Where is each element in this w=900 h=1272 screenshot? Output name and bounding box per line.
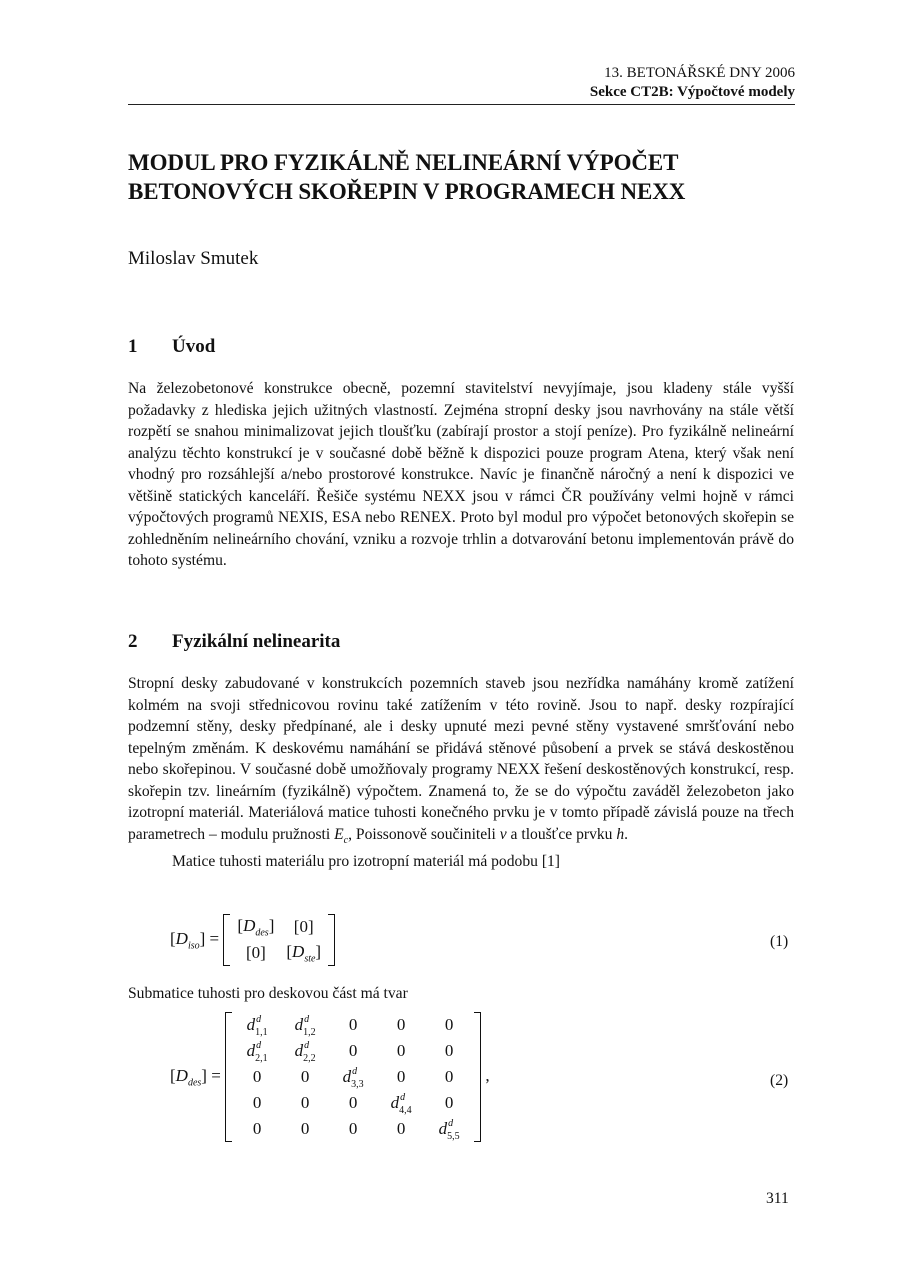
title-line-2: BETONOVÝCH SKOŘEPIN V PROGRAMECH NEXX	[128, 179, 686, 204]
equals-sign: =	[211, 1065, 221, 1085]
matrix-cell: $[D_{ste}]$	[286, 941, 322, 965]
matrix-cell: 0	[300, 1093, 310, 1112]
symbol-nu: ν	[499, 825, 507, 843]
matrix-row	[233, 1064, 473, 1090]
paragraph-text: Na železobetonové konstrukce obecně, pozemní stavitelství nevyjímaje, jsou kladeny stále vyšší požadavky z hlediska jejich užitných vlastností. Zejména stropní desky jsou navrhovány na stále větší rozpětí se snahou minimalizovat jejich tloušťku (zabírají prostor a stojí peníze). Pro fyzikálně nelineární analýzu těchto konstrukcí je v současné době běžně k dispozici pouze program Atena, který však není vhodný pro rozsáhlejší a/nebo prostorové konstrukce. Navíc je finančně náročný a není k dispozici ve většině statických kanceláří. Řešiče systému NEXX jsou v rámci ČR používány velmi hojně v rámci výpočtových programů NEXIS, ESA nebo RENEX. Proto byl modul pro výpočet betonových skořepin se zohledněním nelineárního chování, vzniku a rozvoje trhlin a dotvarování betonu implementován právě do tohoto systému.	[128, 380, 794, 569]
matrix-cell: 0	[300, 1067, 310, 1086]
cell-subscript: des	[255, 927, 269, 939]
symbol-ec	[334, 825, 349, 846]
matrix-cell: 0	[300, 1119, 310, 1138]
section-title: Fyzikální nelinearita	[172, 631, 341, 652]
equals-sign: =	[209, 928, 220, 948]
stiffness-matrix	[225, 1012, 481, 1142]
cell-symbol: D	[243, 915, 256, 935]
matrix-row	[233, 1038, 473, 1064]
matrix-cell: [0]	[245, 943, 266, 962]
matrix-cell: $d^d_{1,1}$	[246, 1014, 268, 1038]
trailing-comma: ,	[485, 1065, 490, 1085]
matrix-cell: 0	[348, 1093, 358, 1112]
paragraph-text: Submatice tuhosti pro deskovou část má tvar	[128, 985, 408, 1002]
matrix-cell: 0	[396, 1119, 406, 1138]
matrix-cell: 0	[444, 1067, 454, 1086]
matrix-row	[233, 1012, 473, 1038]
matrix-cell: $d^d_{5,5}$	[438, 1118, 460, 1142]
text-run: a tloušťce prvku	[506, 825, 617, 843]
cell-subscript: ste	[304, 953, 316, 965]
lhs-symbol: D	[175, 1065, 188, 1085]
block-matrix	[223, 914, 335, 966]
submatrix-intro	[128, 983, 794, 1005]
matrix-cell: 0	[396, 1067, 406, 1086]
symbol-sub: c	[343, 834, 349, 846]
matrix-row	[233, 1116, 473, 1142]
matrix-cell: 0	[252, 1067, 262, 1086]
text-run: .	[624, 825, 629, 843]
matrix-cell: $d^d_{3,3}$	[342, 1066, 364, 1090]
matrix-row	[233, 1090, 473, 1116]
paper-title	[128, 148, 808, 206]
title-line-1: MODUL PRO FYZIKÁLNĚ NELINEÁRNÍ VÝPOČET	[128, 150, 679, 175]
matrix-cell: 0	[396, 1015, 406, 1034]
matrix-cell: $d^d_{4,4}$	[390, 1092, 412, 1116]
matrix-cell: 0	[252, 1093, 262, 1112]
nonlinearity-paragraph	[128, 673, 794, 873]
equation-number-2: (2)	[770, 1072, 789, 1089]
matrix-cell: 0	[396, 1041, 406, 1060]
matrix-cell: $d^d_{1,2}$	[294, 1014, 316, 1038]
section-heading-1	[128, 336, 215, 358]
matrix-cell: $[D_{des}]$	[237, 915, 275, 939]
equation-number-1: (1)	[770, 933, 789, 950]
intro-paragraph	[128, 378, 794, 572]
conference-name: 13. BETONÁŘSKÉ DNY 2006	[604, 65, 795, 81]
symbol-h: h	[616, 825, 625, 843]
section-heading-2	[128, 631, 340, 653]
lhs-subscript: iso	[187, 940, 200, 952]
symbol-e: E	[334, 825, 344, 843]
matrix-cell: 0	[348, 1041, 358, 1060]
section-title: Úvod	[172, 336, 216, 357]
section-number: 2	[128, 631, 138, 652]
matrix-cell: 0	[348, 1015, 358, 1034]
lhs: $[D_{des}]$	[170, 1065, 207, 1089]
running-header	[128, 64, 795, 105]
author: Miloslav Smutek	[128, 248, 259, 269]
equation-1	[170, 914, 335, 966]
matrix-cell: [0]	[293, 917, 314, 936]
matrix-cell: $d^d_{2,2}$	[294, 1040, 316, 1064]
matrix-cell: 0	[444, 1041, 454, 1060]
matrix-intro: Matice tuhosti materiálu pro izotropní materiál má podobu [1]	[172, 853, 561, 871]
cell-value: 0	[299, 917, 308, 936]
matrix-cell: 0	[444, 1093, 454, 1112]
matrix-cell: 0	[348, 1119, 358, 1138]
lhs-subscript: des	[187, 1077, 202, 1089]
paragraph-text	[128, 673, 794, 851]
text-run: , Poissonově součiniteli	[348, 825, 500, 843]
text-run: Stropní desky zabudované v konstrukcích pozemních staveb jsou nezřídka namáhány kromě zatížení kolmém na svoji střednicovou rovinu také zatížením v této rovině. Jsou to např. desky rozpírající podzemní stěny, desky předpínané, ale i desky upnuté mezi pevné stěny vystavené smršťování nebo tepelným změnám. K deskovému namáhání se přidává stěnové působení a prvek se stává deskostěnou nebo skořepinou. V současné době umožňovaly programy NEXX řešení deskostěnových konstrukcí, resp. skořepin tzv. lineárním (fyzikálně) výpočtem. Znamená to, že se do výpočtu zaváděl železobeton jako izotropní materiál. Materiálová matice tuhosti konečného prvku je v tomto případě závislá pouze na třech parametrech – modulu pružnosti	[128, 675, 794, 843]
equation-2	[170, 1012, 490, 1142]
page-number: 311	[766, 1190, 789, 1207]
matrix-cell: 0	[444, 1015, 454, 1034]
section-number: 1	[128, 336, 138, 357]
matrix-cell: 0	[252, 1119, 262, 1138]
section-name: Sekce CT2B: Výpočtové modely	[589, 84, 795, 100]
lhs: $[D_{iso}]$	[170, 928, 206, 952]
lhs-symbol: D	[175, 928, 188, 948]
cell-symbol: D	[292, 941, 305, 961]
matrix-cell: $d^d_{2,1}$	[246, 1040, 268, 1064]
cell-value: 0	[251, 943, 261, 962]
